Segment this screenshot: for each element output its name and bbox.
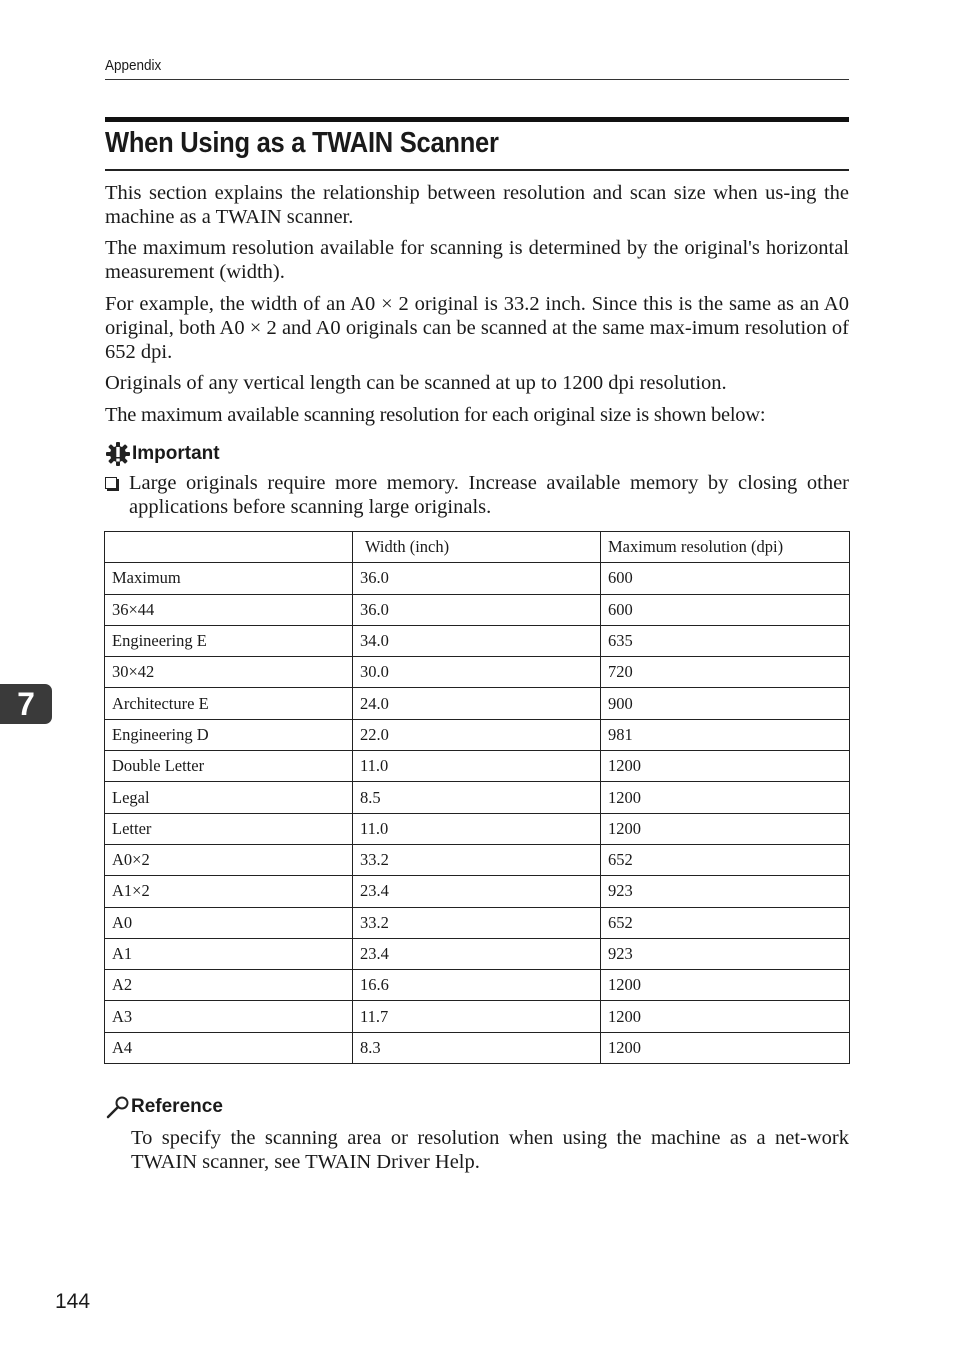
size-cell: Maximum: [105, 563, 353, 594]
resolution-cell: 1200: [601, 1001, 850, 1032]
title-rule-bottom: [105, 169, 849, 171]
size-cell: A1×2: [105, 876, 353, 907]
resolution-cell: 1200: [601, 813, 850, 844]
width-cell: 22.0: [353, 719, 601, 750]
resolution-cell: 923: [601, 876, 850, 907]
intro-paragraph: This section explains the relationship between resolution and scan size when us-ing the machine as a TWAIN scanner.: [105, 182, 849, 228]
table-row: [105, 563, 850, 594]
reference-text: To specify the scanning area or resolution when using the machine as a net-work TWAIN scanner, see TWAIN Driver Help.: [131, 1127, 849, 1173]
important-heading: [105, 441, 220, 467]
size-cell: A3: [105, 1001, 353, 1032]
reference-heading: [105, 1095, 223, 1119]
important-label: Important: [132, 443, 220, 464]
size-cell: A0: [105, 907, 353, 938]
size-cell: Architecture E: [105, 688, 353, 719]
size-cell: A1: [105, 938, 353, 969]
resolution-cell: 981: [601, 719, 850, 750]
table-header-row: [105, 532, 850, 563]
important-item: [105, 471, 849, 519]
table-row: [105, 594, 850, 625]
magnifier-icon: [105, 1095, 131, 1119]
vertical-length-paragraph: Originals of any vertical length can be scanned at up to 1200 dpi resolution.: [105, 372, 727, 394]
size-cell: Engineering D: [105, 719, 353, 750]
width-cell: 33.2: [353, 907, 601, 938]
width-cell: 33.2: [353, 844, 601, 875]
size-cell: Letter: [105, 813, 353, 844]
table-row: [105, 1001, 850, 1032]
resolution-cell: 923: [601, 938, 850, 969]
table-row: [105, 688, 850, 719]
table-row: [105, 625, 850, 656]
resolution-cell: 1200: [601, 751, 850, 782]
size-cell: 36×44: [105, 594, 353, 625]
reference-label: Reference: [131, 1096, 223, 1117]
width-cell: 16.6: [353, 970, 601, 1001]
width-cell: 8.3: [353, 1032, 601, 1063]
table-row: [105, 907, 850, 938]
width-cell: 30.0: [353, 657, 601, 688]
resolution-cell: 635: [601, 625, 850, 656]
size-cell: A4: [105, 1032, 353, 1063]
resolution-cell: 720: [601, 657, 850, 688]
table-row: [105, 1032, 850, 1063]
width-cell: 8.5: [353, 782, 601, 813]
table-row: [105, 719, 850, 750]
table-row: [105, 938, 850, 969]
size-cell: A2: [105, 970, 353, 1001]
important-icon: [105, 441, 131, 467]
width-cell: 23.4: [353, 938, 601, 969]
table-row: [105, 813, 850, 844]
table-body: [105, 563, 850, 1064]
resolution-cell: 1200: [601, 970, 850, 1001]
table-row: [105, 970, 850, 1001]
resolution-cell: 600: [601, 594, 850, 625]
resolution-cell: 600: [601, 563, 850, 594]
chapter-tab: 7: [0, 684, 52, 724]
resolution-cell: 1200: [601, 782, 850, 813]
width-cell: 24.0: [353, 688, 601, 719]
page-number: 144: [55, 1290, 91, 1313]
header-cell-resolution: Maximum resolution (dpi): [601, 532, 850, 563]
resolution-cell: 652: [601, 844, 850, 875]
table-row: [105, 782, 850, 813]
size-cell: Engineering E: [105, 625, 353, 656]
resolution-table: [104, 531, 850, 1064]
header-cell-width: Width (inch): [353, 532, 601, 563]
width-cell: 23.4: [353, 876, 601, 907]
width-cell: 11.0: [353, 813, 601, 844]
resolution-cell: 1200: [601, 1032, 850, 1063]
table-row: [105, 751, 850, 782]
width-cell: 36.0: [353, 594, 601, 625]
title-rule-top: [105, 117, 849, 122]
width-cell: 11.7: [353, 1001, 601, 1032]
running-head: Appendix: [105, 57, 162, 74]
table-row: [105, 657, 850, 688]
table-row: [105, 844, 850, 875]
header-divider: [105, 79, 849, 80]
table-row: [105, 876, 850, 907]
width-cell: 11.0: [353, 751, 601, 782]
important-item-text: Large originals require more memory. Increase available memory by closing other applications before scanning large originals.: [129, 472, 849, 518]
table-intro-paragraph: The maximum available scanning resolution for each original size is shown below:: [105, 404, 766, 426]
section-title: When Using as a TWAIN Scanner: [105, 127, 499, 159]
size-cell: Double Letter: [105, 751, 353, 782]
max-resolution-paragraph: The maximum resolution available for scanning is determined by the original's horizontal measurement (width).: [105, 237, 849, 283]
resolution-cell: 652: [601, 907, 850, 938]
size-cell: A0×2: [105, 844, 353, 875]
example-paragraph: For example, the width of an A0 × 2 original is 33.2 inch. Since this is the same as an A0 original, both A0 × 2 and A0 originals can be scanned at the same max-imum resolution of 652 dpi.: [105, 293, 849, 363]
resolution-cell: 900: [601, 688, 850, 719]
width-cell: 34.0: [353, 625, 601, 656]
width-cell: 36.0: [353, 563, 601, 594]
header-cell-size: [105, 532, 353, 563]
size-cell: Legal: [105, 782, 353, 813]
checkbox-bullet-icon: [105, 477, 117, 489]
size-cell: 30×42: [105, 657, 353, 688]
